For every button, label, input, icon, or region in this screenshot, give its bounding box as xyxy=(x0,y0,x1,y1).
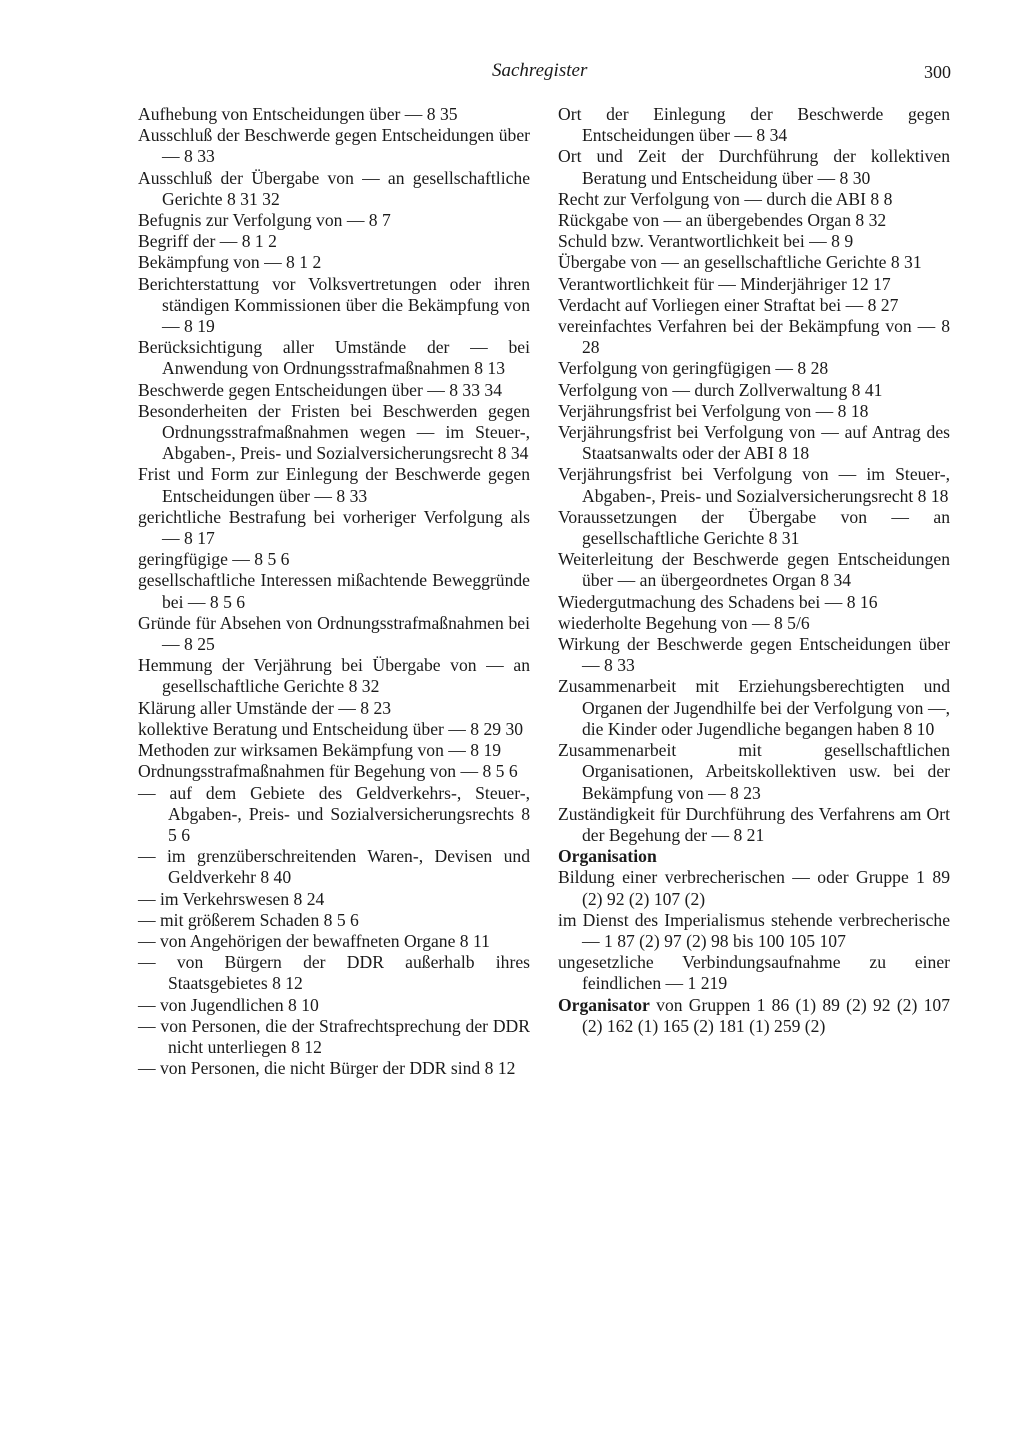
index-entry: Recht zur Verfolgung von — durch die ABI 8 8 xyxy=(558,188,893,209)
index-subentry: — von Personen, die der Strafrechtsprechung der DDR nicht unterliegen 8 12 xyxy=(138,1015,530,1057)
index-entry: Ausschluß der Beschwerde gegen Entscheidungen über — 8 33 xyxy=(138,125,530,167)
index-entry: Frist und Form zur Einlegung der Beschwerde gegen Entscheidungen über — 8 33 xyxy=(138,464,530,506)
index-entry: Verfolgung von geringfügigen — 8 28 xyxy=(558,358,829,379)
index-entry: Beschwerde gegen Entscheidungen über — 8 33 34 xyxy=(138,379,502,400)
index-subentry: — von Angehörigen der bewaffneten Organe 8 11 xyxy=(138,930,490,951)
index-entry: vereinfachtes Verfahren bei der Bekämpfung von — 8 28 xyxy=(558,316,950,358)
index-entry: ungesetzliche Verbindungsaufnahme zu einer feindlichen — 1 219 xyxy=(558,952,950,994)
index-column-left xyxy=(138,104,530,1079)
index-entry: Verfolgung von — durch Zollverwaltung 8 41 xyxy=(558,379,883,400)
index-entry: Verantwortlichkeit für — Minderjähriger 12 17 xyxy=(558,273,891,294)
index-subentry: — auf dem Gebiete des Geldverkehrs-, Steuer-, Abgaben-, Preis- und Sozialversicherungsrechts 8 5 6 xyxy=(138,782,530,845)
index-entry: Verjährungsfrist bei Verfolgung von — im Steuer-, Abgaben-, Preis- und Sozialversicherungsrecht 8 18 xyxy=(558,464,950,506)
index-subentry: — von Bürgern der DDR außerhalb ihres Staatsgebietes 8 12 xyxy=(138,952,530,994)
index-subentry: — im Verkehrswesen 8 24 xyxy=(138,888,325,909)
index-entry: Bekämpfung von — 8 1 2 xyxy=(138,252,322,273)
index-heading: Organisation xyxy=(558,846,657,867)
index-entry: geringfügige — 8 5 6 xyxy=(138,549,290,570)
index-entry: Klärung aller Umstände der — 8 23 xyxy=(138,697,392,718)
index-entry: Ort der Einlegung der Beschwerde gegen Entscheidungen über — 8 34 xyxy=(558,104,950,146)
index-entry-text: von Gruppen 1 86 (1) 89 (2) 92 (2) 107 (2) 162 (1) 165 (2) 181 (1) 259 (2) xyxy=(582,994,950,1036)
index-column-right xyxy=(558,104,950,1037)
index-subentry: — im grenzüberschreitenden Waren-, Devisen und Geldverkehr 8 40 xyxy=(138,846,530,888)
index-entry: Berichterstattung vor Volksvertretungen oder ihren ständigen Kommissionen über die Bekämpfung von — 8 19 xyxy=(138,273,530,337)
index-entry: Ort und Zeit der Durchführung der kollektiven Beratung und Entscheidung über — 8 30 xyxy=(558,146,950,188)
index-entry: Zusammenarbeit mit gesellschaftlichen Organisationen, Arbeitskollektiven usw. bei der Bekämpfung von — 8 23 xyxy=(558,740,950,803)
index-headword: Organisator xyxy=(558,994,650,1015)
index-entry: Zusammenarbeit mit Erziehungsberechtigten und Organen der Jugendhilfe bei der Verfolgung von —, die Kinder oder Jugendliche begangen haben 8 10 xyxy=(558,676,950,739)
index-entry: Zuständigkeit für Durchführung des Verfahrens am Ort der Begehung der — 8 21 xyxy=(558,803,950,845)
index-entry: Berücksichtigung aller Umstände der — bei Anwendung von Ordnungsstrafmaßnahmen 8 13 xyxy=(138,337,530,379)
index-entry: Übergabe von — an gesellschaftliche Gerichte 8 31 xyxy=(558,252,922,273)
index-entry: Ordnungsstrafmaßnahmen für Begehung von — 8 5 6 xyxy=(138,761,518,782)
index-entry: kollektive Beratung und Entscheidung über — 8 29 30 xyxy=(138,718,524,739)
index-subentry: — von Jugendlichen 8 10 xyxy=(138,994,319,1015)
index-entry: Methoden zur wirksamen Bekämpfung von — 8 19 xyxy=(138,740,502,761)
index-entry xyxy=(558,995,950,1037)
index-entry: Begriff der — 8 1 2 xyxy=(138,231,277,252)
index-entry: Ausschluß der Übergabe von — an gesellschaftliche Gerichte 8 31 32 xyxy=(138,167,530,209)
index-entry: Weiterleitung der Beschwerde gegen Entscheidungen über — an übergeordnetes Organ 8 34 xyxy=(558,549,950,591)
index-entry: Verdacht auf Vorliegen einer Straftat bei — 8 27 xyxy=(558,294,899,315)
index-entry: Schuld bzw. Verantwortlichkeit bei — 8 9 xyxy=(558,231,854,252)
index-entry: gerichtliche Bestrafung bei vorheriger Verfolgung als — 8 17 xyxy=(138,506,530,549)
index-entry: Aufhebung von Entscheidungen über — 8 35 xyxy=(138,104,458,124)
page-number: 300 xyxy=(924,62,951,82)
index-entry: gesellschaftliche Interessen mißachtende Beweggründe bei — 8 5 6 xyxy=(138,570,530,612)
index-entry: Befugnis zur Verfolgung von — 8 7 xyxy=(138,210,391,231)
index-entry: Voraussetzungen der Übergabe von — an gesellschaftliche Gerichte 8 31 xyxy=(558,506,950,549)
index-entry: Hemmung der Verjährung bei Übergabe von — an gesellschaftliche Gerichte 8 32 xyxy=(138,655,530,697)
index-entry: Wiedergutmachung des Schadens bei — 8 16 xyxy=(558,591,878,612)
index-entry: Wirkung der Beschwerde gegen Entscheidungen über — 8 33 xyxy=(558,634,950,676)
index-entry: Gründe für Absehen von Ordnungsstrafmaßnahmen bei — 8 25 xyxy=(138,612,530,655)
index-entry: wiederholte Begehung von — 8 5/6 xyxy=(558,612,810,633)
index-subentry: — mit größerem Schaden 8 5 6 xyxy=(138,909,359,930)
index-entry: Rückgabe von — an übergebendes Organ 8 32 xyxy=(558,210,887,231)
running-title: Sachregister xyxy=(492,60,588,81)
index-entry: Bildung einer verbrecherischen — oder Gruppe 1 89 (2) 92 (2) 107 (2) xyxy=(558,867,950,909)
index-entry: Besonderheiten der Fristen bei Beschwerden gegen Ordnungsstrafmaßnahmen wegen — im Steuer-, Abgaben-, Preis- und Sozialversicherungsrecht 8 34 xyxy=(138,400,530,464)
index-subentry: — von Personen, die nicht Bürger der DDR sind 8 12 xyxy=(138,1058,516,1079)
index-entry: Verjährungsfrist bei Verfolgung von — 8 18 xyxy=(558,400,869,421)
index-entry: im Dienst des Imperialismus stehende verbrecherische — 1 87 (2) 97 (2) 98 bis 100 105 107 xyxy=(558,909,950,951)
index-entry: Verjährungsfrist bei Verfolgung von — auf Antrag des Staatsanwalts oder der ABI 8 18 xyxy=(558,422,950,464)
page-header xyxy=(0,58,1024,88)
